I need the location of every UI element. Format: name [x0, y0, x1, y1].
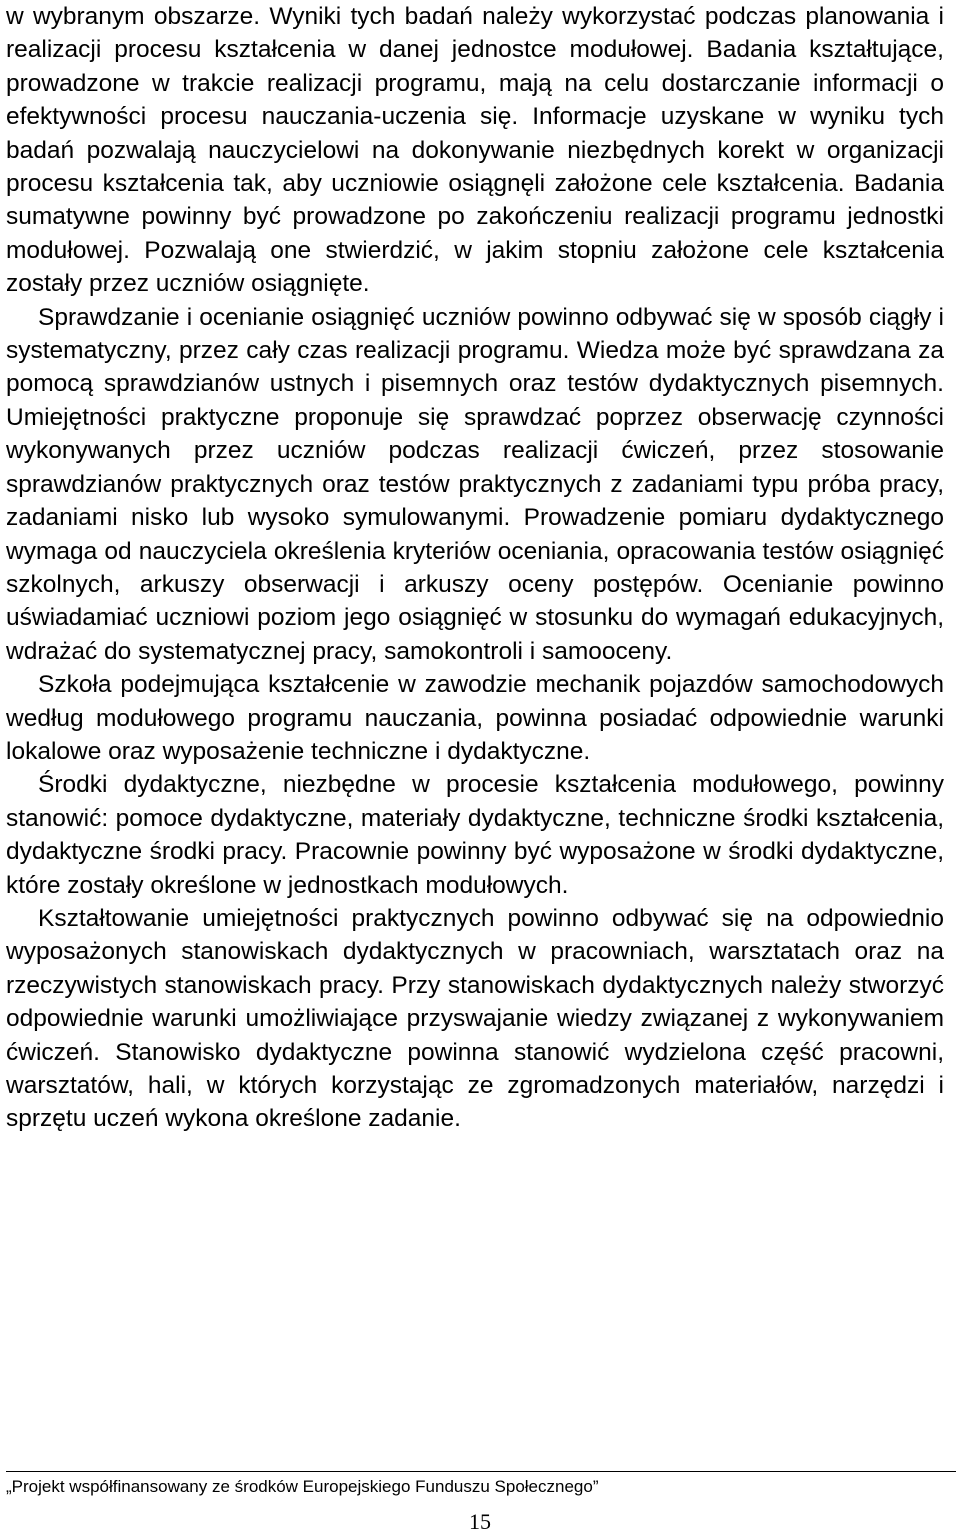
footer-divider [6, 1471, 956, 1472]
paragraph-research-results: w wybranym obszarze. Wyniki tych badań należy wykorzystać podczas planowania i realizacji procesu kształcenia w danej jednostce modułowej. Badania kształtujące, prowadzone w trakcie realizacji programu, mają na celu dostarczanie informacji o efektywności procesu nauczania-uczenia się. Informacje uzyskane w wyniku tych badań pozwalają nauczycielowi na dokonywanie niezbędnych korekt w organizacji procesu kształcenia tak, aby uczniowie osiągnęli założone cele kształcenia. Badania sumatywne powinny być prowadzone po zakończeniu realizacji programu jednostki modułowej. Pozwalają one stwierdzić, w jakim stopniu założone cele kształcenia zostały przez uczniów osiągnięte. [6, 3, 944, 298]
paragraph-practical-skills: Kształtowanie umiejętności praktycznych powinno odbywać się na odpowiednio wyposażonych stanowiskach dydaktycznych w pracowniach, warsztatach oraz na rzeczywistych stanowiskach pracy. Przy stanowiskach dydaktycznych należy stworzyć odpowiednie warunki umożliwiające przyswajanie wiedzy związanej z wykonywaniem ćwiczeń. Stanowisko dydaktyczne powinna stanowić wydzielona część pracowni, warsztatów, hali, w których korzystając ze zgromadzonych materiałów, narzędzi i sprzętu uczeń wykona określone zadanie. [6, 904, 944, 1133]
paragraph-teaching-aids: Środki dydaktyczne, niezbędne w procesie kształcenia modułowego, powinny stanowić: pomoce dydaktyczne, materiały dydaktyczne, techniczne środki kształcenia, dydaktyczne środki pracy. Pracownie powinny być wyposażone w środki dydaktyczne, które zostały określone w jednostkach modułowych. [6, 771, 944, 899]
footer-project-note: „Projekt współfinansowany ze środków Europejskiego Funduszu Społecznego” [6, 1477, 599, 1496]
document-body [6, 0, 944, 1136]
page-number: 15 [469, 1509, 491, 1534]
paragraph-school-requirements: Szkoła podejmująca kształcenie w zawodzie mechanik pojazdów samochodowych według modułowego programu nauczania, powinna posiadać odpowiednie warunki lokalowe oraz wyposażenie techniczne i dydaktyczne. [6, 671, 944, 765]
paragraph-assessment: Sprawdzanie i ocenianie osiągnięć uczniów powinno odbywać się w sposób ciągły i systematyczny, przez cały czas realizacji programu. Wiedza może być sprawdzana za pomocą sprawdzianów ustnych i pisemnych oraz testów dydaktycznych pisemnych. Umiejętności praktyczne proponuje się sprawdzać poprzez obserwację czynności wykonywanych przez uczniów podczas realizacji ćwiczeń, przez stosowanie sprawdzianów praktycznych oraz testów praktycznych z zadaniami typu próba pracy, zadaniami nisko lub wysoko symulowanymi. Prowadzenie pomiaru dydaktycznego wymaga od nauczyciela określenia kryteriów oceniania, opracowania testów osiągnięć szkolnych, arkuszy obserwacji i arkuszy oceny postępów. Ocenianie powinno uświadamiać uczniowi poziom jego osiągnięć w stosunku do wymagań edukacyjnych, wdrażać do systematycznej pracy, samokontroli i samooceny. [6, 303, 944, 665]
